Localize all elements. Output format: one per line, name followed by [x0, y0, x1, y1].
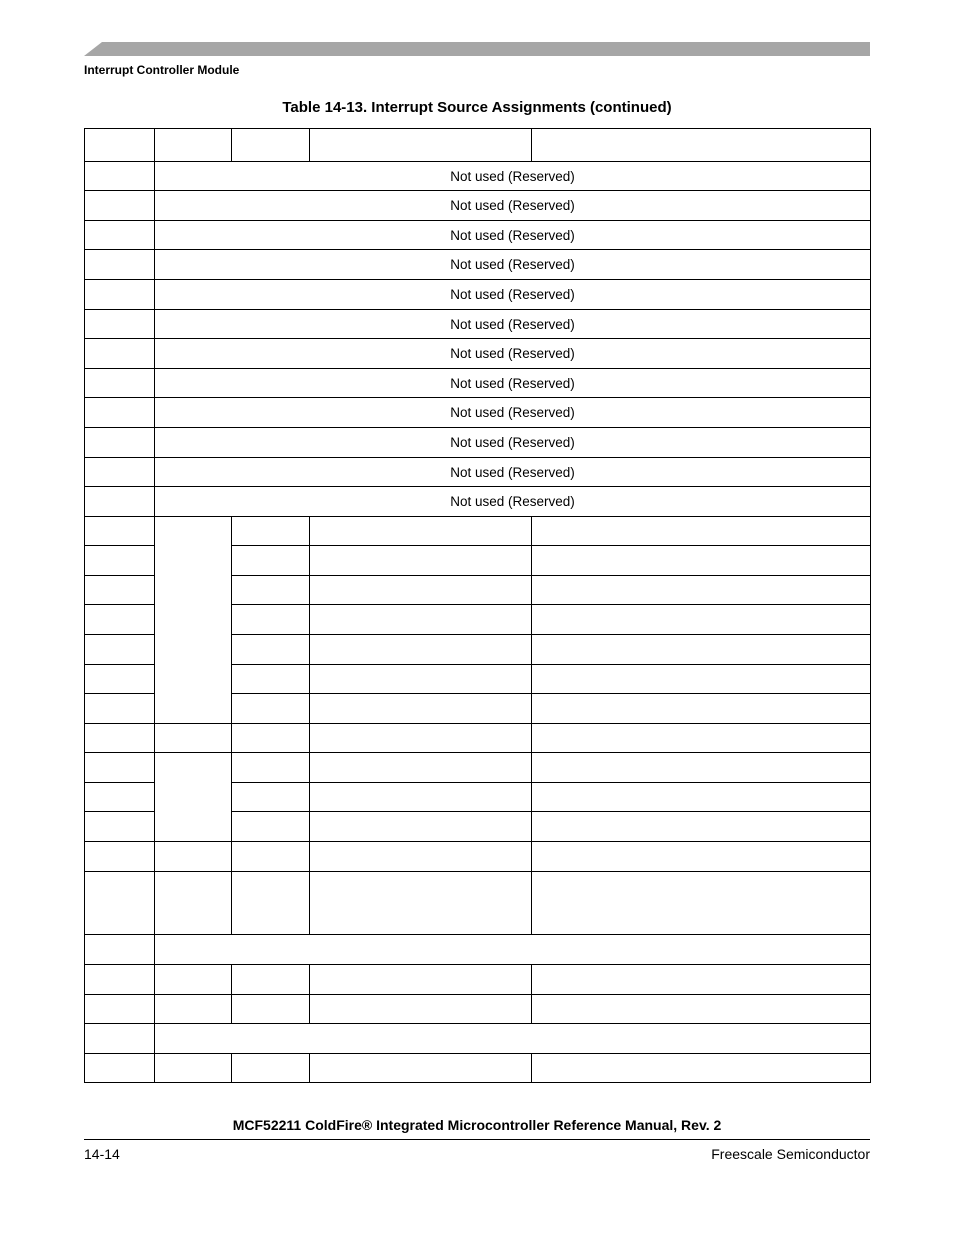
table-cell [85, 487, 155, 517]
table-header-row [85, 129, 871, 162]
table-cell [85, 428, 155, 458]
table-row [85, 250, 871, 280]
table-row [85, 1054, 871, 1083]
table-row [85, 339, 871, 369]
table-row [85, 724, 871, 753]
table-cell [85, 250, 155, 280]
reserved-cell: Not used (Reserved) [155, 369, 871, 398]
table-cell [310, 872, 532, 935]
table-cell [155, 872, 232, 935]
table-cell [232, 665, 310, 694]
table-row [85, 1024, 871, 1054]
table-row [85, 162, 871, 191]
table-cell [532, 995, 871, 1024]
reserved-cell: Not used (Reserved) [155, 162, 871, 191]
reserved-cell: Not used (Reserved) [155, 250, 871, 280]
table-cell [232, 812, 310, 842]
table-cell [232, 995, 310, 1024]
table-cell [232, 1054, 310, 1083]
table-cell [310, 517, 532, 546]
table-cell [310, 605, 532, 635]
table-row [85, 191, 871, 221]
table-cell [232, 694, 310, 724]
table-cell [85, 872, 155, 935]
table-cell [85, 753, 155, 783]
table-cell [232, 605, 310, 635]
table-row [85, 310, 871, 339]
table-cell [85, 935, 155, 965]
table-cell [85, 339, 155, 369]
table-row [85, 995, 871, 1024]
table-row [85, 280, 871, 310]
table-cell [155, 1054, 232, 1083]
table-cell [232, 783, 310, 812]
table-row [85, 872, 871, 935]
table-row [85, 398, 871, 428]
table-row [85, 965, 871, 995]
table-cell [310, 546, 532, 576]
table-cell [532, 517, 871, 546]
manual-title: MCF52211 ColdFire® Integrated Microcontroller Reference Manual, Rev. 2 [232, 1117, 722, 1133]
page-number: 14-14 [84, 1146, 120, 1162]
table-cell [532, 812, 871, 842]
table-row [85, 517, 871, 546]
table-cell [85, 635, 155, 665]
reserved-cell: Not used (Reserved) [155, 398, 871, 428]
table-cell [532, 576, 871, 605]
table-cell [310, 576, 532, 605]
table-cell [155, 842, 232, 872]
reserved-cell: Not used (Reserved) [155, 339, 871, 369]
reserved-cell: Not used (Reserved) [155, 280, 871, 310]
table-cell [310, 842, 532, 872]
table-cell [85, 694, 155, 724]
table-cell [155, 129, 232, 162]
table-cell [310, 129, 532, 162]
table-cell [532, 1054, 871, 1083]
table-cell [532, 665, 871, 694]
table-cell [232, 546, 310, 576]
table-cell [85, 310, 155, 339]
table-cell [85, 605, 155, 635]
table-cell [532, 783, 871, 812]
table-cell [310, 635, 532, 665]
table-cell [232, 724, 310, 753]
table-cell [85, 812, 155, 842]
interrupt-source-table [84, 128, 871, 1083]
table-cell [85, 458, 155, 487]
table-cell [85, 995, 155, 1024]
table-cell [532, 965, 871, 995]
table-cell [85, 162, 155, 191]
table-cell [155, 995, 232, 1024]
table-cell [310, 665, 532, 694]
table-cell [85, 546, 155, 576]
table-cell [232, 753, 310, 783]
company-name: Freescale Semiconductor [711, 1146, 870, 1162]
table-row [85, 221, 871, 250]
table-cell [85, 369, 155, 398]
table-row [85, 369, 871, 398]
table-cell [232, 576, 310, 605]
table-cell [232, 842, 310, 872]
table-cell [85, 665, 155, 694]
table-cell [85, 191, 155, 221]
section-title: Interrupt Controller Module [84, 63, 240, 77]
reserved-cell: Not used (Reserved) [155, 428, 871, 458]
table-cell [232, 872, 310, 935]
table-cell [310, 724, 532, 753]
table-cell [232, 635, 310, 665]
table-cell [532, 724, 871, 753]
table-cell-span [155, 935, 871, 965]
table-cell [532, 842, 871, 872]
table-cell [310, 965, 532, 995]
table-cell-span [155, 1024, 871, 1054]
table-cell [85, 221, 155, 250]
table-cell [532, 753, 871, 783]
table-row [85, 428, 871, 458]
table-cell [85, 1054, 155, 1083]
table-cell [85, 129, 155, 162]
reserved-cell: Not used (Reserved) [155, 191, 871, 221]
table-row [85, 753, 871, 783]
table-cell [85, 783, 155, 812]
table-cell [310, 995, 532, 1024]
table-cell [155, 965, 232, 995]
table-cell [85, 965, 155, 995]
table-cell [85, 280, 155, 310]
table-row [85, 842, 871, 872]
table-cell [85, 842, 155, 872]
table-cell [85, 576, 155, 605]
reserved-cell: Not used (Reserved) [155, 487, 871, 517]
table-cell-merged [155, 517, 232, 724]
reserved-cell: Not used (Reserved) [155, 221, 871, 250]
table-cell [232, 965, 310, 995]
reserved-cell: Not used (Reserved) [155, 310, 871, 339]
table-row [85, 487, 871, 517]
reserved-cell: Not used (Reserved) [155, 458, 871, 487]
table-cell [85, 398, 155, 428]
table-row [85, 935, 871, 965]
table-cell [232, 129, 310, 162]
table-cell [310, 812, 532, 842]
table-caption: Table 14-13. Interrupt Source Assignments (continued) [282, 99, 672, 116]
table-cell [532, 129, 871, 162]
table-cell [85, 724, 155, 753]
table-cell [232, 517, 310, 546]
table-row [85, 458, 871, 487]
table-cell [310, 753, 532, 783]
table-cell [532, 605, 871, 635]
table-cell [85, 517, 155, 546]
table-cell [532, 635, 871, 665]
footer-divider [84, 1139, 870, 1140]
table-cell [155, 724, 232, 753]
table-cell [310, 1054, 532, 1083]
table-cell [532, 694, 871, 724]
table-cell [532, 872, 871, 935]
header-bar [84, 42, 870, 56]
table-cell [310, 694, 532, 724]
table-cell [85, 1024, 155, 1054]
table-cell [532, 546, 871, 576]
table-cell-merged [155, 753, 232, 842]
table-cell [310, 783, 532, 812]
